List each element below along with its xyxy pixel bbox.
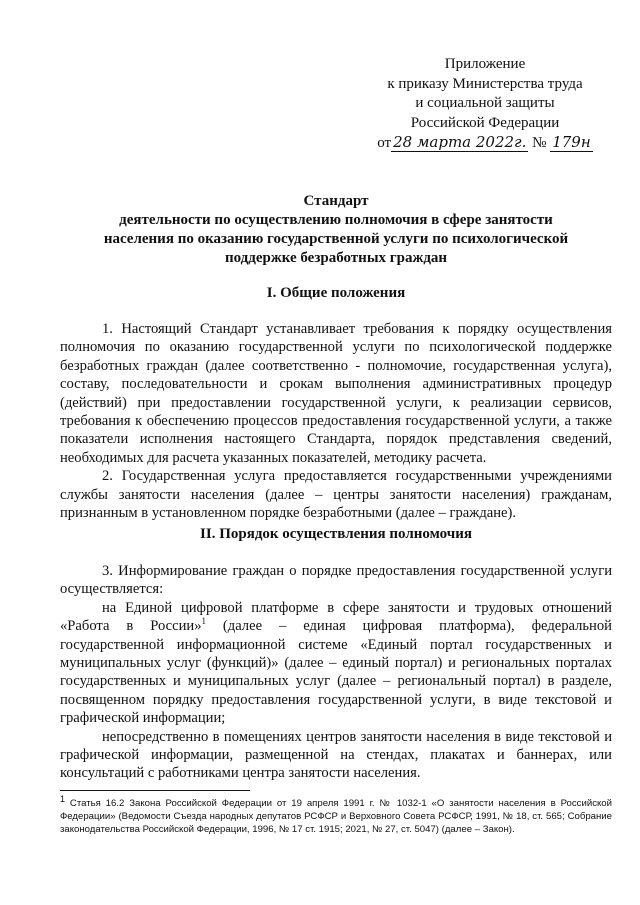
order-prefix: от bbox=[377, 135, 392, 151]
footnote-separator bbox=[60, 790, 250, 791]
paragraph-1: 1. Настоящий Стандарт устанавливает требования к порядку осуществления полномочия по оказанию государственной услуги по психологической поддержке безработных граждан (далее соответственно - полномочие, государственная услуга), составу, последовательности и срокам выполнения административных процедур (действий) при предоставлении государственной услуги, к реализации сервисов, требования к обеспечению процессов предоставления государственной услуги, а также показатели исполнения настоящего Стандарта, порядок представления сведений, необходимых для расчета указанных показателей, методику расчета. bbox=[60, 321, 612, 466]
document-title bbox=[60, 192, 612, 268]
paragraph-4 bbox=[60, 599, 612, 728]
paragraph-4-part-a: на Единой цифровой платформе в сфере занятости и трудовых отношений «Работа в России» bbox=[60, 599, 612, 635]
paragraph-3: 3. Информирование граждан о порядке предоставления государственной услуги осуществляется: bbox=[60, 563, 612, 598]
appendix-ministry: и социальной защиты bbox=[415, 95, 555, 111]
footnote-reference: 1 bbox=[201, 616, 206, 627]
order-date-handwritten: 28 марта 2022г. bbox=[393, 133, 527, 151]
paragraph-5: непосредственно в помещениях центров занятости населения в виде текстовой и графической информации, размещенной на стендах, плакатах и баннерах, или консультаций с работниками центра занятости населения. bbox=[60, 728, 612, 782]
footnote bbox=[60, 793, 612, 836]
title-line-2: деятельности по осуществлению полномочия в сфере занятости bbox=[119, 212, 553, 228]
order-date-number-line bbox=[370, 133, 600, 154]
footnote-mark: 1 bbox=[60, 793, 66, 804]
appendix-title: Приложение bbox=[444, 56, 526, 72]
appendix-order-ref: к приказу Министерства труда bbox=[387, 75, 583, 92]
section-2-heading: II. Порядок осуществления полномочия bbox=[200, 526, 472, 542]
appendix-block bbox=[370, 55, 600, 154]
paragraph-4-part-b: (далее – единая цифровая платформа), федеральной государственной информационной системе «Единый портал государственных и муниципальных услуг (функций)» (далее – единый портал) и региональных порталах государственных и муниципальных услуг (далее – региональный портал) в разделе, посвященном порядку предоставления государственной услуги, в виде текстовой и графической информации; bbox=[60, 618, 612, 727]
order-number-label: № bbox=[532, 135, 547, 151]
section-1-body bbox=[60, 320, 612, 522]
appendix-country: Российской Федерации bbox=[410, 114, 560, 131]
section-1-heading: I. Общие положения bbox=[266, 285, 406, 301]
title-line-4: поддержке безработных граждан bbox=[224, 250, 448, 266]
title-line-3: населения по оказанию государственной услуги по психологической bbox=[103, 231, 569, 247]
order-number-handwritten: 179н bbox=[552, 133, 591, 151]
footnote-text: Статья 16.2 Закона Российской Федерации от 19 апреля 1991 г. № 1032-1 «О занятости населения в Российской Федерации» (Ведомости Съезда народных депутатов РСФСР и Верховного Совета РСФСР, 1991, № 18, ст. 565; Собрание законодательства Российской Федерации, 1996, № 17 ст. 1915; 2021, № 27, ст. 5047) (далее – Закон). bbox=[60, 798, 612, 835]
paragraph-2: 2. Государственная услуга предоставляется государственными учреждениями службы занятости населения (далее – центры занятости населения) гражданам, признанным в установленном порядке безработными (далее – граждане). bbox=[60, 468, 612, 522]
section-2-body bbox=[60, 562, 612, 783]
title-line-1: Стандарт bbox=[303, 193, 369, 209]
